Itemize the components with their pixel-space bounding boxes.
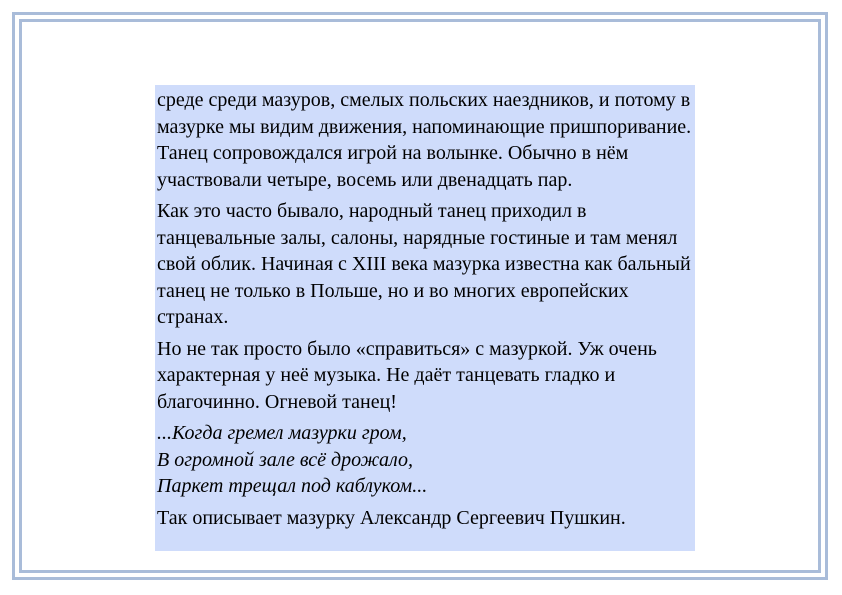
poem-line-3: Паркет трещал под каблуком... (157, 475, 428, 497)
poem-line-2: В огромной зале всё дрожало, (157, 448, 413, 471)
poem-quote (157, 420, 693, 500)
closing-paragraph: Так описывает мазурку Александр Сергеевич Пушкин. (157, 506, 626, 529)
paragraph-2: Как это часто бывало, народный танец приходил в танцевальные залы, салоны, нарядные гостиные и там менял свой облик. Начиная с XIII века мазурка известна как бальный танец не только в Польше, но и во многих европейских странах. (157, 200, 691, 328)
paragraph-1: среде среди мазуров, смелых польских наездников, и потому в мазурке мы видим движения, напоминающие пришпоривание. Танец сопровождался игрой на волынке. Обычно в нём участвовали четыре, восемь или двенадцать пар. (157, 89, 692, 191)
poem-line-1: ...Когда гремел мазурки гром, (157, 422, 407, 444)
paragraph-3: Но не так просто было «справиться» с мазуркой. Уж очень характерная у неё музыка. Не даёт танцевать гладко и благочинно. Огневой танец! (157, 337, 657, 413)
text-box (155, 85, 695, 551)
